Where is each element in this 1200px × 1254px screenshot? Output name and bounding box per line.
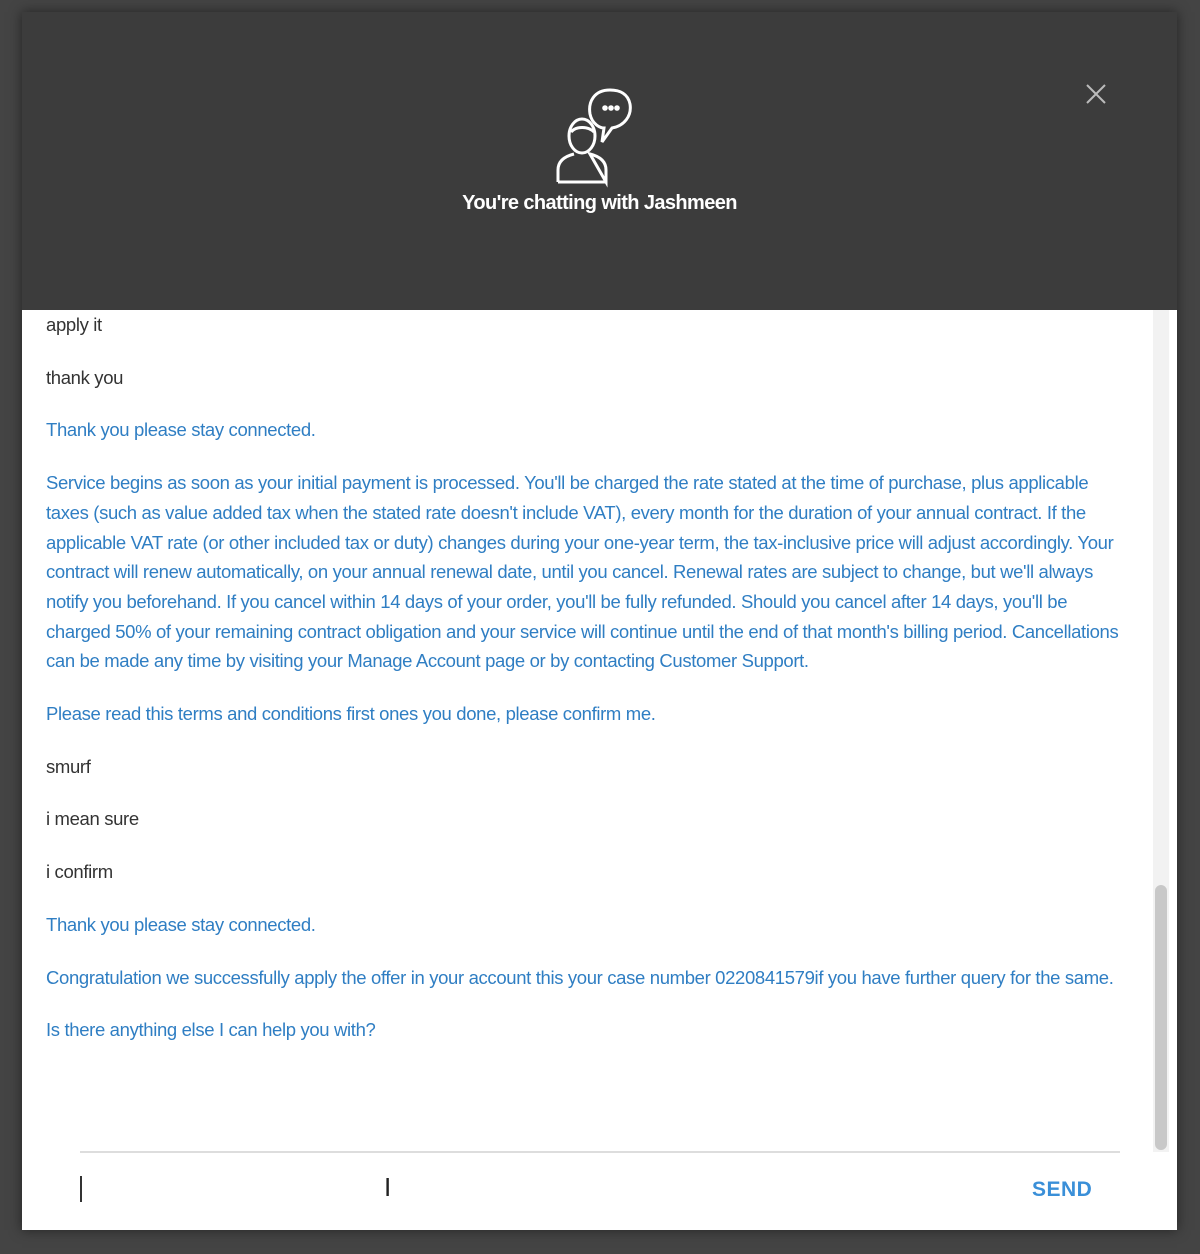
close-icon[interactable] [1084, 82, 1108, 106]
user-message: thank you [46, 366, 124, 388]
agent-message: Thank you please stay connected. [46, 913, 316, 935]
chat-header [22, 12, 1177, 310]
agent-chat-avatar-icon [554, 86, 646, 188]
agent-message: Congratulation we successfully apply the offer in your account this your case number 0220841579if you have further query for the same. [46, 966, 1114, 988]
user-message: i mean sure [46, 808, 139, 830]
agent-message: Please read this terms and conditions first ones you done, please confirm me. [46, 703, 656, 725]
send-button[interactable]: SEND [1032, 1178, 1093, 1201]
chat-dialog [22, 12, 1177, 1230]
message-input[interactable] [80, 1162, 984, 1214]
user-message: apply it [46, 314, 102, 335]
message-scrollbar[interactable] [1153, 310, 1169, 1152]
user-message: smurf [46, 755, 91, 777]
chat-title: You're chatting with Jashmeen [462, 192, 737, 214]
agent-message: Service begins as soon as your initial payment is processed. You'll be charged the rate stated at the time of purchase, plus applicable taxes (such as value added tax when the stated rate doesn't include VAT), every month for the duration of your annual contract. If the applicable VAT rate (or other included tax or duty) changes during your one-year term, the tax-inclusive price will adjust accordingly. Your contract will renew automatically, on your annual renewal date, until you cancel. Renewal rates are subject to change, but we'll always notify you beforehand. If you cancel within 14 days of your order, you'll be fully refunded. Should you cancel after 14 days, you'll be charged 50% of your remaining contract obligation and your service will continue until the end of that month's billing period. Cancellations can be made any time by visiting your Manage Account page or by contacting Customer Support. [46, 472, 1119, 672]
agent-message: Is there anything else I can help you with? [46, 1019, 376, 1041]
text-caret [80, 1176, 82, 1202]
user-message: i confirm [46, 861, 113, 883]
scrollbar-thumb[interactable] [1155, 885, 1167, 1150]
agent-message: Thank you please stay connected. [46, 419, 316, 441]
message-list [46, 310, 1126, 1152]
composer-divider [80, 1151, 1120, 1153]
ibeam-cursor-icon: I [384, 1172, 392, 1202]
